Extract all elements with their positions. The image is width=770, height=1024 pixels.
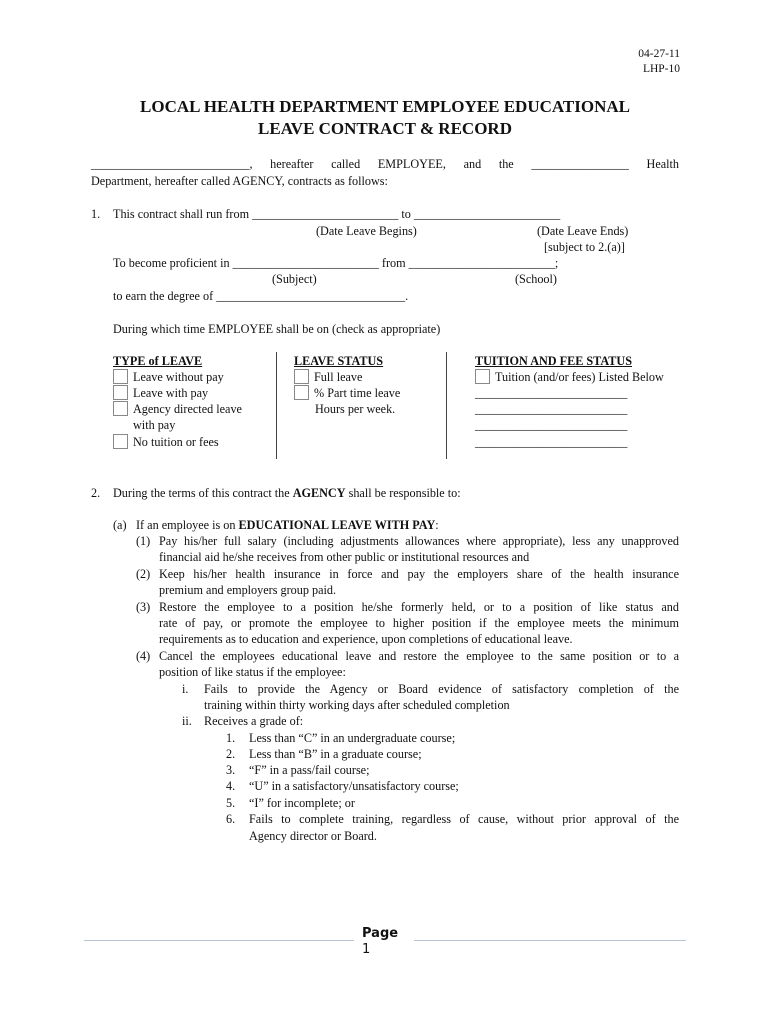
footer-rule-left — [84, 940, 354, 941]
checkbox[interactable] — [113, 369, 128, 384]
grade-number: 2. — [226, 747, 236, 761]
department-name-blank[interactable]: ________________ — [531, 157, 629, 171]
school-label: (School) — [515, 272, 557, 286]
proficiency-line[interactable]: To become proficient in ________________________ from ________________________; — [113, 256, 559, 270]
section-2-intro: During the terms of this contract the AGENCY shall be responsible to: — [113, 486, 461, 500]
tuition-blank[interactable]: _________________________ — [475, 435, 628, 449]
roman-ii-line-1: Receives a grade of: — [204, 714, 304, 728]
checkbox[interactable] — [294, 385, 309, 400]
part-time-leave-option[interactable]: % Part time leave — [294, 385, 400, 401]
grade-number: 3. — [226, 763, 236, 777]
item-number: (4) — [136, 649, 151, 663]
employee-name-blank[interactable]: __________________________, — [91, 157, 253, 171]
degree-line[interactable]: to earn the degree of _______________________________. — [113, 289, 409, 303]
intro-line-1: __________________________, hereafter called EMPLOYEE, and the ________________ Health — [91, 157, 680, 171]
type-of-leave-header: TYPE of LEAVE — [113, 354, 203, 368]
title-line-1: LOCAL HEALTH DEPARTMENT EMPLOYEE EDUCATIONAL — [140, 97, 630, 116]
footer-rule-right — [414, 940, 686, 941]
item-number: (3) — [136, 600, 151, 614]
tuition-blank[interactable]: _________________________ — [475, 402, 628, 416]
subject-reference: [subject to 2.(a)] — [544, 240, 625, 254]
grade-number: 5. — [226, 796, 236, 810]
full-leave-option[interactable]: Full leave — [294, 369, 362, 385]
date-begins-label: (Date Leave Begins) — [316, 224, 417, 238]
checkbox[interactable] — [475, 369, 490, 384]
leave-with-pay-option[interactable]: Leave with pay — [113, 385, 208, 401]
date-ends-label: (Date Leave Ends) — [537, 224, 629, 238]
tuition-listed-option[interactable]: Tuition (and/or fees) Listed Below — [475, 369, 664, 385]
roman-i-line-1: Fails to provide the Agency or Board evidence of satisfactory completion of the — [204, 682, 679, 696]
page-label: Page — [362, 926, 399, 941]
item-2-line-1: Keep his/her health insurance in force and pay the employers share of the health insurance — [159, 567, 679, 581]
tuition-blank[interactable]: _________________________ — [475, 386, 628, 400]
item-1-line-2: financial aid he/she receives from other public or institutional resources and — [159, 550, 530, 564]
agency-directed-leave-option[interactable]: Agency directed leave — [113, 401, 242, 417]
checkbox[interactable] — [294, 369, 309, 384]
hours-per-week-label: Hours per week. — [315, 402, 396, 416]
checkbox[interactable] — [113, 434, 128, 449]
grade-item: “F” in a pass/fail course; — [249, 763, 370, 777]
leave-without-pay-option[interactable]: Leave without pay — [113, 369, 224, 385]
grade-number: 6. — [226, 812, 236, 826]
item-3-line-3: requirements as to education and experience, upon completions of educational leave. — [159, 632, 573, 646]
checkbox[interactable] — [113, 401, 128, 416]
contract-period-line[interactable]: This contract shall run from ________________________ to ________________________ — [113, 207, 561, 221]
grade-number: 1. — [226, 731, 236, 745]
intro-line-2: Department, hereafter called AGENCY, contracts as follows: — [91, 174, 388, 188]
clause-a-intro: If an employee is on EDUCATIONAL LEAVE WITH PAY: — [136, 518, 439, 532]
title-line-2: LEAVE CONTRACT & RECORD — [258, 119, 512, 138]
no-tuition-option[interactable]: No tuition or fees — [113, 434, 219, 450]
item-2-line-2: premium and employers group paid. — [159, 583, 337, 597]
tuition-blank[interactable]: _________________________ — [475, 418, 628, 432]
tuition-status-header: TUITION AND FEE STATUS — [475, 354, 633, 368]
item-3-line-1: Restore the employee to a position he/she formerly held, or to a position of like status and — [159, 600, 679, 614]
item-4-line-1: Cancel the employees educational leave and restore the employee to the same position or to a — [159, 649, 679, 663]
agency-directed-leave-cont: with pay — [133, 418, 176, 432]
document-code — [638, 47, 680, 77]
item-1-line-1: Pay his/her full salary (including adjustments allowances where appropriate), less any unapproved — [159, 534, 679, 548]
section-2-number: 2. — [91, 486, 101, 500]
column-divider — [446, 352, 447, 459]
roman-number: i. — [182, 682, 189, 696]
grade-number: 4. — [226, 779, 236, 793]
item-3-line-2: rate of pay, or promote the employee to higher position if the employee meets the minimum — [159, 616, 679, 630]
check-instruction: During which time EMPLOYEE shall be on (check as appropriate) — [113, 322, 441, 336]
leave-status-header: LEAVE STATUS — [294, 354, 384, 368]
revision-date: 04-27-11 — [638, 48, 680, 60]
checkbox[interactable] — [113, 385, 128, 400]
column-divider — [276, 352, 277, 459]
grade-item-cont: Agency director or Board. — [249, 829, 377, 843]
item-number: (2) — [136, 567, 151, 581]
grade-item: Less than “C” in an undergraduate course; — [249, 731, 456, 745]
grade-item: Fails to complete training, regardless of cause, without prior approval of the — [249, 812, 679, 826]
form-number: LHP-10 — [642, 63, 680, 75]
item-number: (1) — [136, 534, 151, 548]
grade-item: “U” in a satisfactory/unsatisfactory course; — [249, 779, 459, 793]
grade-item: Less than “B” in a graduate course; — [249, 747, 422, 761]
roman-number: ii. — [182, 714, 192, 728]
clause-a-label: (a) — [113, 518, 127, 532]
item-4-line-2: position of like status if the employee: — [159, 665, 346, 679]
roman-i-line-2: training within thirty working days after scheduled completion — [204, 698, 510, 712]
section-1-number: 1. — [91, 207, 101, 221]
subject-label: (Subject) — [272, 272, 317, 286]
grade-item: “I” for incomplete; or — [249, 796, 355, 810]
document-title — [60, 96, 710, 140]
page-number: 1 — [362, 942, 371, 957]
